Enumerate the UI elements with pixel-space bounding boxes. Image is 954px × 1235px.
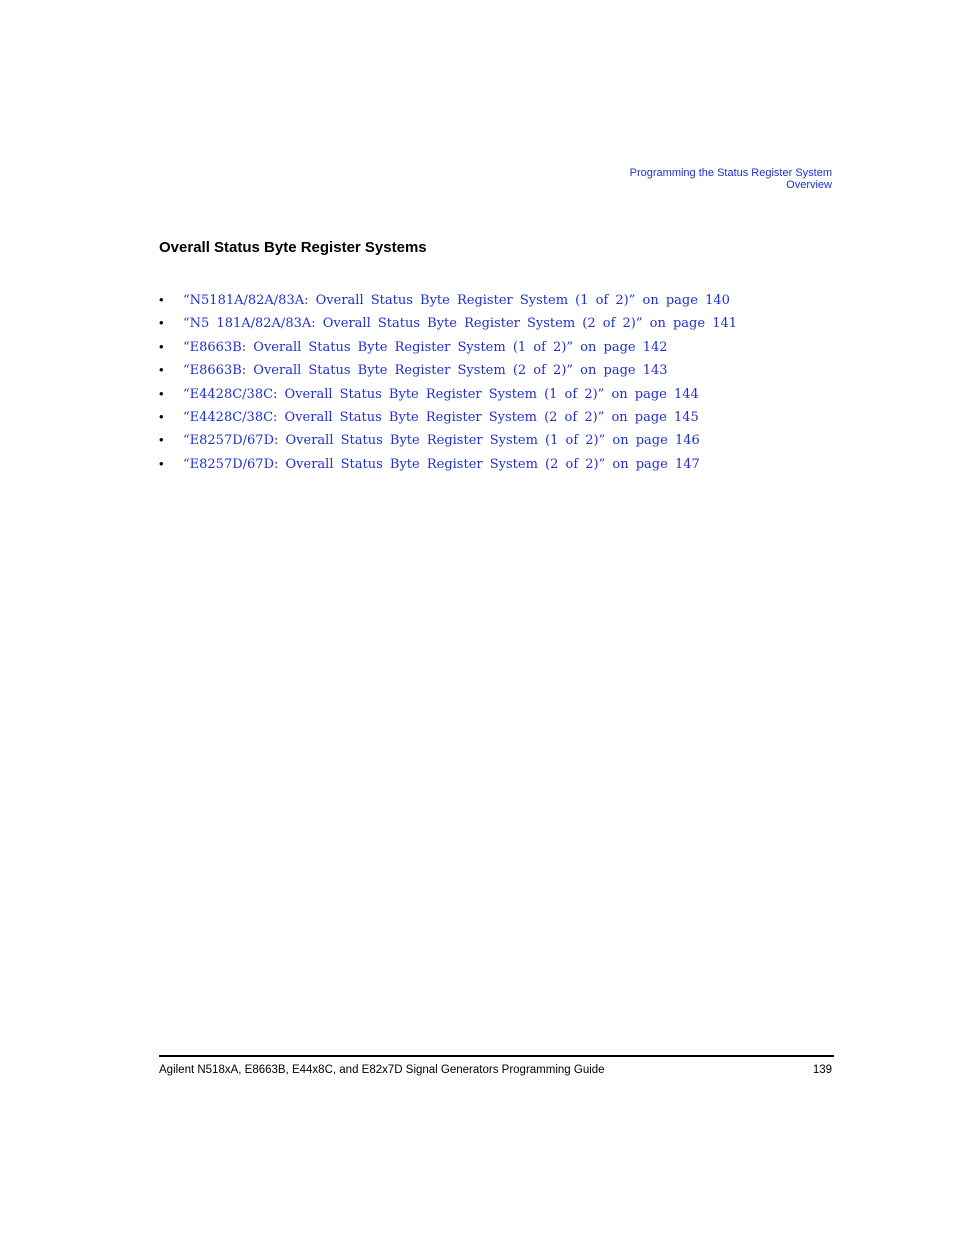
list-item (159, 358, 737, 381)
section-heading: Overall Status Byte Register Systems (159, 239, 427, 256)
cross-reference-link[interactable]: “E8663B: Overall Status Byte Register System (2 of 2)” on page 143 (183, 363, 668, 379)
cross-reference-link[interactable]: “E4428C/38C: Overall Status Byte Register System (1 of 2)” on page 144 (183, 386, 699, 402)
list-item (159, 382, 737, 405)
bullet-icon: • (159, 455, 164, 471)
running-header-section: Overview (786, 179, 832, 191)
footer-divider (159, 1055, 834, 1057)
list-item (159, 452, 737, 475)
cross-reference-link[interactable]: “E8257D/67D: Overall Status Byte Register System (2 of 2)” on page 147 (183, 456, 700, 472)
cross-reference-link[interactable]: “E8663B: Overall Status Byte Register System (1 of 2)” on page 142 (183, 339, 668, 355)
list-item (159, 428, 737, 451)
bullet-icon: • (159, 408, 164, 424)
cross-reference-link[interactable]: “N5 181A/82A/83A: Overall Status Byte Register System (2 of 2)” on page 141 (183, 316, 738, 332)
cross-reference-list (159, 288, 737, 475)
bullet-icon: • (159, 362, 164, 378)
running-header (630, 167, 832, 191)
list-item (159, 288, 737, 311)
list-item (159, 335, 737, 358)
bullet-icon: • (159, 385, 164, 401)
footer-page-number: 139 (812, 1064, 832, 1076)
bullet-icon: • (159, 338, 164, 354)
list-item (159, 405, 737, 428)
bullet-icon: • (159, 432, 164, 448)
running-header-chapter: Programming the Status Register System (629, 167, 832, 179)
bullet-icon: • (159, 315, 164, 331)
list-item (159, 311, 737, 334)
cross-reference-link[interactable]: “E8257D/67D: Overall Status Byte Register System (1 of 2)” on page 146 (183, 433, 700, 449)
cross-reference-link[interactable]: “N5181A/82A/83A: Overall Status Byte Register System (1 of 2)” on page 140 (183, 293, 730, 308)
cross-reference-link[interactable]: “E4428C/38C: Overall Status Byte Register System (2 of 2)” on page 145 (183, 409, 699, 425)
footer-book-title: Agilent N518xA, E8663B, E44x8C, and E82x7D Signal Generators Programming Guide (159, 1064, 605, 1076)
bullet-icon: • (159, 292, 164, 307)
